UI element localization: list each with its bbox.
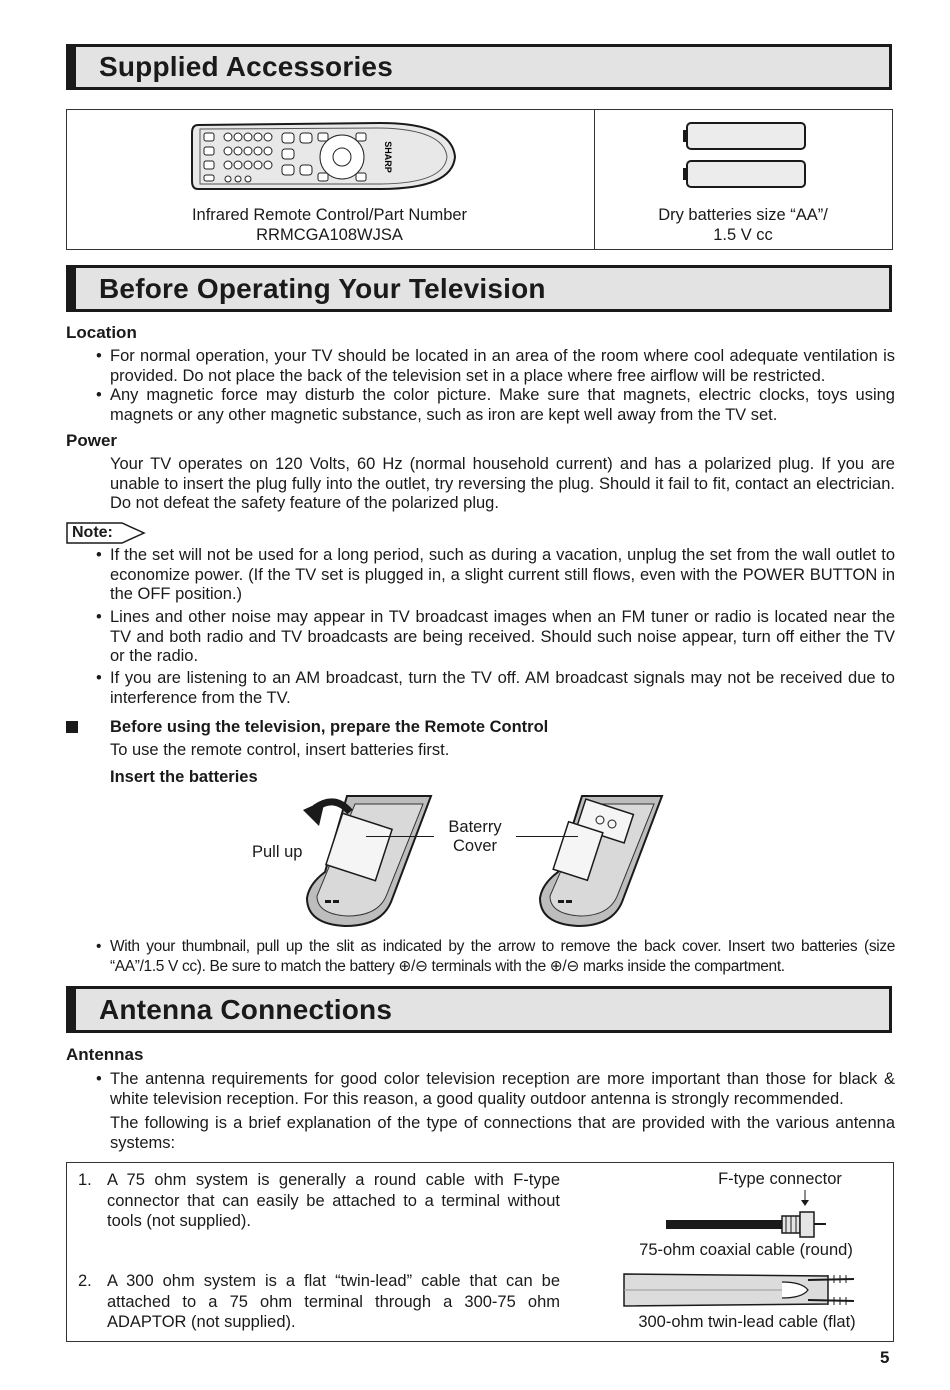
remote-control-illustration <box>190 119 460 195</box>
remote-prep-heading: Before using the television, prepare the Remote Control <box>110 718 549 736</box>
location-bullet-1: • For normal operation, your TV should be located in an area of the room where cool adequate ventilation is provided. Do not place the back of the television set in a place where free airflow will be restricted. <box>96 347 895 385</box>
battery-cover-label <box>436 818 514 856</box>
note-bullet-2: • Lines and other noise may appear in TV broadcast images when an FM tuner or radio is located near the TV and both radio and TV broadcasts are being received. Should such noise appear, turn off either the TV or the radio. <box>96 608 895 666</box>
battery-caption <box>594 205 892 245</box>
note-label: Note: <box>72 524 113 541</box>
insert-batteries-heading: Insert the batteries <box>110 768 258 786</box>
battery-caption-line2: 1.5 V cc <box>713 226 773 244</box>
bullet-dot: • <box>96 386 102 404</box>
section-title: Supplied Accessories <box>99 51 393 82</box>
bullet-dot: • <box>96 1070 102 1088</box>
item-number: 1. <box>78 1171 92 1189</box>
bullet-dot: • <box>96 608 102 626</box>
antenna-item-1 <box>78 1170 560 1232</box>
antenna-item-2 <box>78 1271 560 1333</box>
twin-lead-cable-illustration <box>622 1270 858 1314</box>
remote-part-number: RRMCGA108WJSA <box>256 226 403 244</box>
section-header-antenna-connections <box>66 986 892 1033</box>
item-number: 2. <box>78 1272 92 1290</box>
header-bar <box>69 268 76 309</box>
header-bar <box>69 47 76 87</box>
bullet-dot: • <box>96 347 102 365</box>
remote-back-open-illustration <box>295 794 445 930</box>
cover-leader-line-left <box>366 836 434 837</box>
battery-caption-line1: Dry batteries size “AA”/ <box>658 206 828 224</box>
header-bar <box>69 989 76 1030</box>
bullet-dot: • <box>96 938 102 955</box>
bullet-dot: • <box>96 546 102 564</box>
location-bullet-2: • Any magnetic force may disturb the color picture. Make sure that magnets, electric clocks, toys using magnets or any other magnetic substance, such as iron are kept well away from the TV set. <box>96 386 895 424</box>
note-label-box <box>66 522 146 544</box>
item-text: A 300 ohm system is a flat “twin-lead” cable that can be attached to a 75 ohm terminal through a 300-75 ohm ADAPTOR (not supplied). <box>107 1272 560 1331</box>
antenna-followup-text: The following is a brief explanation of the type of connections that are provided with the various antenna systems: <box>110 1114 895 1152</box>
power-heading: Power <box>66 431 118 450</box>
battery-cover-label-line2: Cover <box>452 837 497 855</box>
square-bullet-icon <box>66 721 78 733</box>
bullet-dot: • <box>96 669 102 687</box>
cover-leader-line-right <box>516 836 578 837</box>
coaxial-cable-illustration <box>664 1190 834 1240</box>
note-bullet-1: • If the set will not be used for a long period, such as during a vacation, unplug the set from the wall outlet to economize power. (If the TV set is plugged in, a slight current still flows, even with the POWER BUTTON in the OFF position.) <box>96 546 895 604</box>
section-header-supplied-accessories <box>66 44 892 90</box>
section-title: Before Operating Your Television <box>99 272 546 304</box>
note-bullet-3: • If you are listening to an AM broadcast, turn the TV off. AM broadcast signals may not be received due to interference from the TV. <box>96 669 895 707</box>
remote-back-batteries-illustration <box>530 794 670 930</box>
antenna-bullet: • The antenna requirements for good color television reception are more important than those for black & white television reception. For this reason, a good quality outdoor antenna is strongly recommended. <box>96 1070 895 1108</box>
remote-prep-text: To use the remote control, insert batteries first. <box>110 741 450 759</box>
section-title: Antenna Connections <box>99 993 393 1025</box>
remote-brand-label: SHARP <box>383 141 393 173</box>
pull-up-label: Pull up <box>252 843 303 861</box>
thumbnail-instruction-bullet: • With your thumbnail, pull up the slit as indicated by the arrow to remove the back cover. Insert two batteries (size “AA”/1.5 V cc). Be sure to match the battery ⊕/⊖ terminals with the ⊕/⊖ marks inside the compartment. <box>96 938 895 975</box>
remote-caption-line1: Infrared Remote Control/Part Number <box>191 206 468 224</box>
remote-caption <box>66 205 593 245</box>
twin-lead-cable-label: 300-ohm twin-lead cable (flat) <box>638 1313 856 1331</box>
power-text: Your TV operates on 120 Volts, 60 Hz (normal household current) and has a polarized plug. If you are unable to insert the plug fully into the outlet, try reversing the plug. Should it fail to fit, contact an electrician. Do not defeat the safety feature of the polarized plug. <box>110 455 895 513</box>
location-heading: Location <box>66 323 137 342</box>
ftype-connector-label: F-type connector <box>718 1170 842 1188</box>
section-header-before-operating <box>66 265 892 312</box>
antennas-heading: Antennas <box>66 1045 144 1064</box>
batteries-illustration <box>682 120 810 192</box>
page-number: 5 <box>880 1348 890 1367</box>
battery-cover-label-line1: Baterry <box>448 818 502 836</box>
item-text: A 75 ohm system is generally a round cable with F-type connector that can easily be attached to a terminal without tools (not supplied). <box>107 1171 560 1230</box>
coaxial-cable-label: 75-ohm coaxial cable (round) <box>639 1241 853 1259</box>
